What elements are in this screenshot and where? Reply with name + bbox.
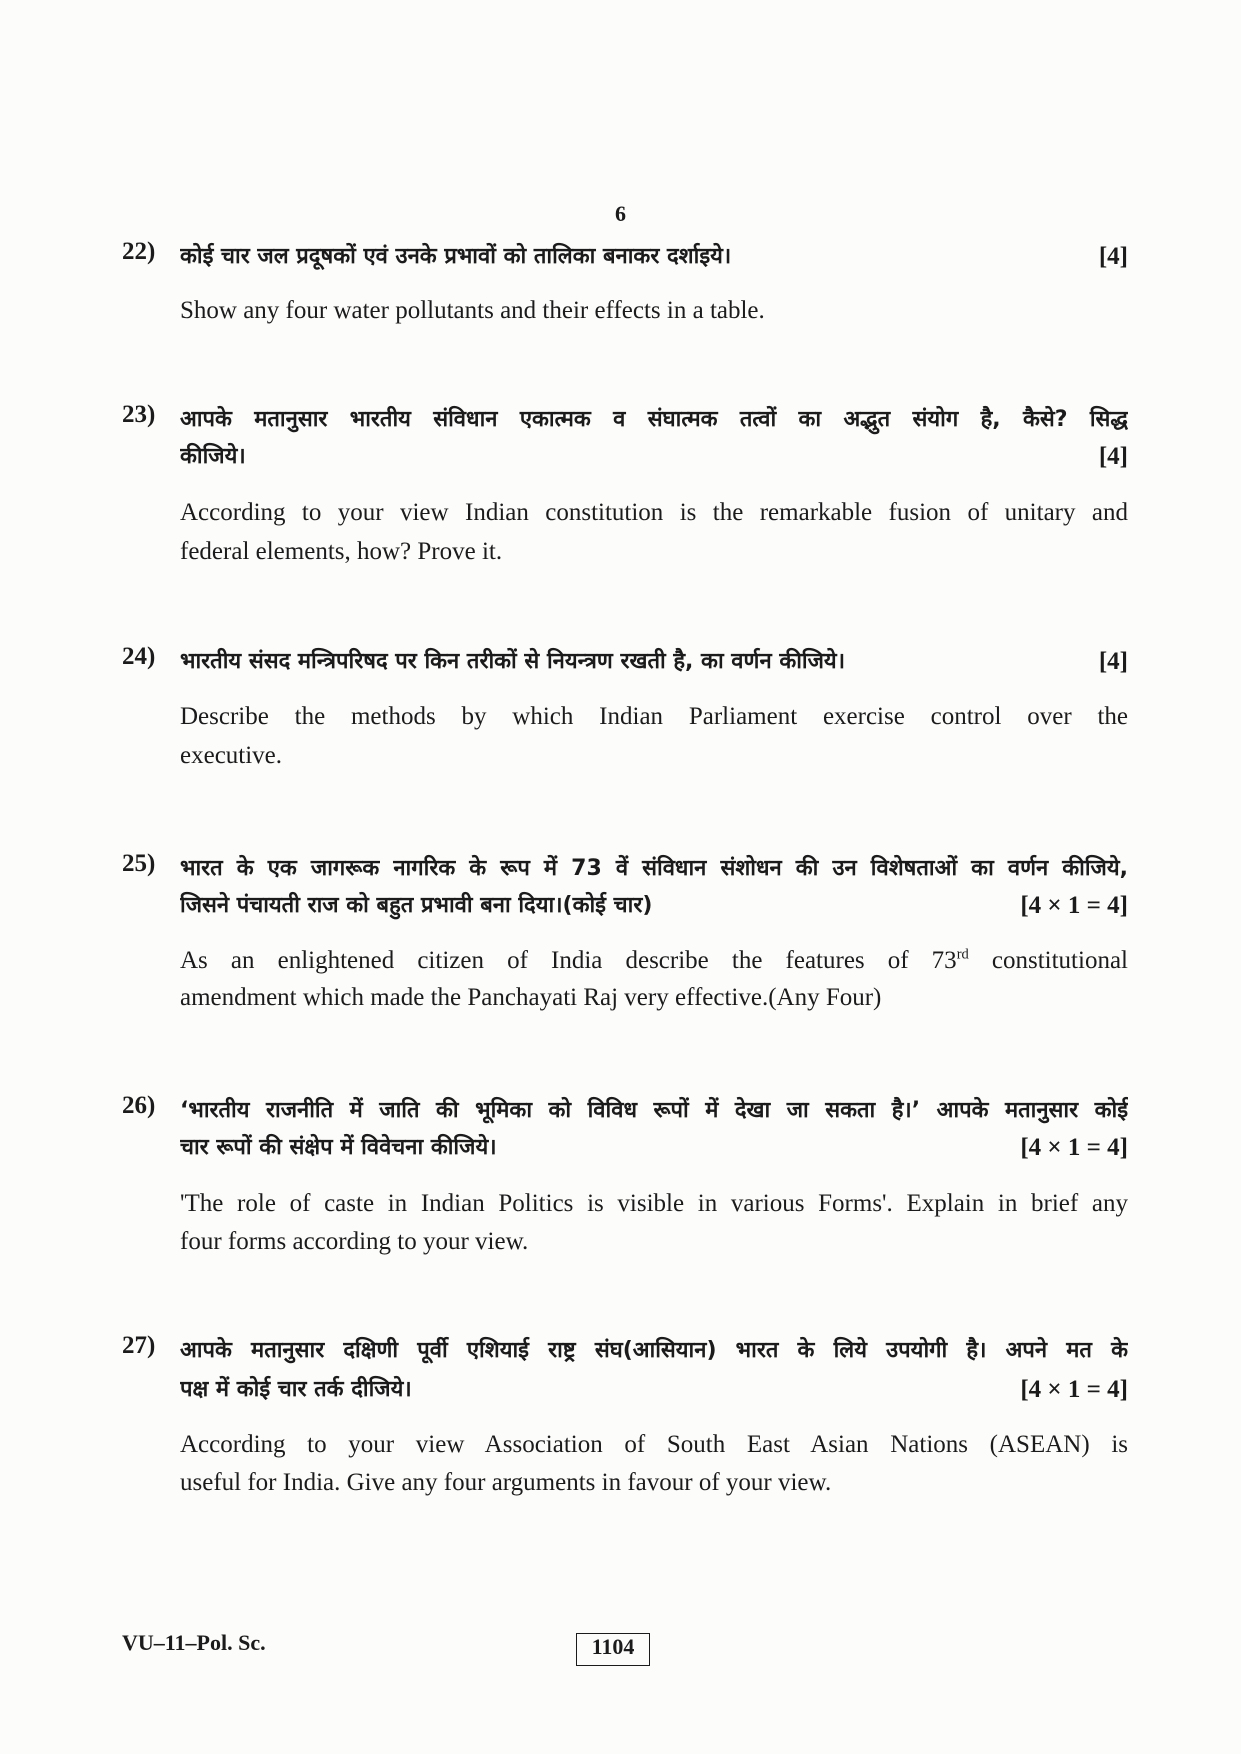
- question-english-text: 'The role of caste in Indian Politics is visible in various Forms'. Explain in brief any: [180, 1190, 1128, 1217]
- question-marks: [4]: [1098, 443, 1128, 470]
- question-hindi-line: [180, 887, 1128, 925]
- question-marks: [4 × 1 = 4]: [1020, 1134, 1128, 1161]
- question-english-text: executive.: [180, 742, 283, 769]
- question-hindi-text: चार रूपों की संक्षेप में विवेचना कीजिये।: [180, 1135, 497, 1160]
- question-hindi-text: ‘भारतीय राजनीति में जाति की भूमिका को विविध रूपों में देखा जा सकता है।’ आपके मतानुसार कोई: [180, 1098, 1128, 1123]
- question-hindi-text: आपके मतानुसार भारतीय संविधान एकात्मक व संघात्मक तत्वों का अद्भुत संयोग है, कैसे? सिद्ध: [180, 407, 1128, 432]
- question-english-text: As an enlightened citizen of India describe the features of 73: [180, 947, 957, 974]
- question-hindi-text: जिसने पंचायती राज को बहुत प्रभावी बना दिया।(कोई चार): [180, 893, 653, 918]
- question-english-text: federal elements, how? Prove it.: [180, 538, 503, 565]
- question-hindi-text: भारतीय संसद मन्त्रिपरिषद पर किन तरीकों से नियन्त्रण रखती है, का वर्णन कीजिये।: [180, 649, 846, 674]
- question-english-line: [180, 942, 1128, 980]
- question-english-text: useful for India. Give any four arguments in favour of your view.: [180, 1469, 832, 1496]
- question-english-text: four forms according to your view.: [180, 1228, 529, 1255]
- question-hindi-line: [180, 1371, 1128, 1409]
- question-english-text: amendment which made the Panchayati Raj very effective.(Any Four): [180, 984, 882, 1011]
- question-english-text-continuation: constitutional: [968, 947, 1128, 974]
- question-number: 23): [122, 401, 156, 428]
- paper-code: VU–11–Pol. Sc.: [122, 1630, 266, 1655]
- question-number: 24): [122, 643, 156, 670]
- paper-number-box: 1104: [576, 1633, 650, 1666]
- question-marks: [4 × 1 = 4]: [1020, 892, 1128, 919]
- question-number: 22): [122, 238, 156, 265]
- question-hindi-text: पक्ष में कोई चार तर्क दीजिये।: [180, 1377, 412, 1402]
- question-hindi-line: [180, 438, 1128, 476]
- ordinal-superscript: rd: [956, 946, 969, 963]
- question-marks: [4 × 1 = 4]: [1020, 1376, 1128, 1403]
- question-hindi-text: कीजिये।: [180, 444, 246, 469]
- question-number: 27): [122, 1332, 156, 1359]
- page-number: 6: [615, 201, 626, 226]
- question-number: 26): [122, 1092, 156, 1119]
- question-english-text: Describe the methods by which Indian Parliament exercise control over the: [180, 703, 1128, 730]
- question-english-text: According to your view Indian constitution is the remarkable fusion of unitary and: [180, 499, 1128, 526]
- question-marks: [4]: [1098, 243, 1128, 270]
- question-hindi-line: [180, 1129, 1128, 1167]
- question-hindi-line: [180, 643, 1128, 681]
- question-english-text: According to your view Association of South East Asian Nations (ASEAN) is: [180, 1431, 1128, 1458]
- question-hindi-text: आपके मतानुसार दक्षिणी पूर्वी एशियाई राष्ट्र संघ(आसियान) भारत के लिये उपयोगी है। अपने मत के: [180, 1338, 1128, 1363]
- question-marks: [4]: [1098, 648, 1128, 675]
- question-number: 25): [122, 850, 156, 877]
- question-english-text: Show any four water pollutants and their effects in a table.: [180, 297, 765, 324]
- question-hindi-text: भारत के एक जागरूक नागरिक के रूप में 73 वें संविधान संशोधन की उन विशेषताओं का वर्णन कीजिये,: [180, 856, 1128, 881]
- question-hindi-line: [180, 238, 1128, 276]
- question-hindi-text: कोई चार जल प्रदूषकों एवं उनके प्रभावों को तालिका बनाकर दर्शाइये।: [180, 244, 732, 269]
